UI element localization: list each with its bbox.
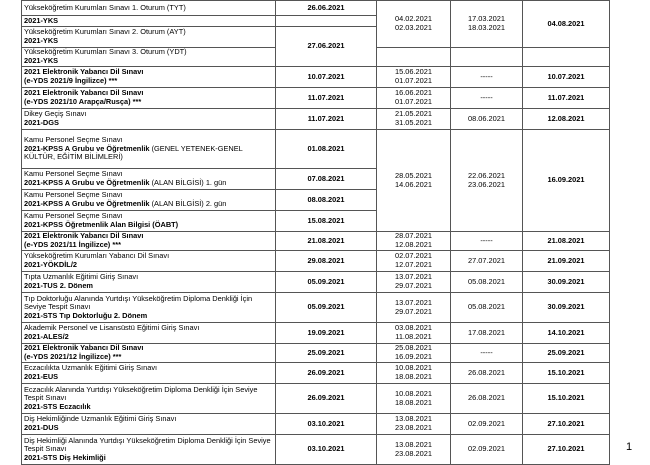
result-date-cell: 30.09.2021	[523, 272, 610, 293]
late-application-cell: -----	[451, 344, 523, 363]
exam-date-cell: 27.06.2021	[276, 27, 377, 67]
result-date-cell: 14.10.2021	[523, 323, 610, 344]
exam-name-cell: Diş Hekimliğinde Uzmanlık Eğitimi Giriş Sınavı 2021-DUS	[22, 414, 276, 435]
exam-name-cell: Kamu Personel Seçme Sınavı 2021-KPSS A Grubu ve Öğretmenlik (GENEL YETENEK-GENEL KÜLTÜR, EĞİTİM BİLİMLERİ)	[22, 130, 276, 169]
late-application-cell: 05.08.2021	[451, 293, 523, 323]
result-date-cell: 11.07.2021	[523, 88, 610, 109]
exam-code-cell: 2021-YKS	[22, 16, 276, 27]
exam-date-cell: 29.08.2021	[276, 251, 377, 272]
exam-date-cell: 26.09.2021	[276, 363, 377, 384]
table-row	[22, 323, 610, 344]
result-date-cell: 25.09.2021	[523, 344, 610, 363]
exam-name-cell: Akademik Personel ve Lisansüstü Eğitimi Giriş Sınavı 2021-ALES/2	[22, 323, 276, 344]
exam-name-cell: Kamu Personel Seçme Sınavı 2021-KPSS A Grubu ve Öğretmenlik (ALAN BİLGİSİ) 1. gün	[22, 169, 276, 190]
exam-name-cell: Kamu Personel Seçme Sınavı 2021-KPSS Öğretmenlik Alan Bilgisi (ÖABT)	[22, 211, 276, 232]
application-dates-cell: 13.07.2021 29.07.2021	[377, 272, 451, 293]
application-dates-cell: 13.08.2021 23.08.2021	[377, 435, 451, 465]
exam-date-cell: 21.08.2021	[276, 232, 377, 251]
late-application-cell: 05.08.2021	[451, 272, 523, 293]
late-application-cell: 17.03.2021 18.03.2021	[451, 1, 523, 48]
result-date-cell: 30.09.2021	[523, 293, 610, 323]
table-row	[22, 1, 610, 16]
exam-date-cell: 26.09.2021	[276, 384, 377, 414]
exam-name-cell: Dikey Geçiş Sınavı 2021-DGS	[22, 109, 276, 130]
exam-name-cell: Yükseköğretim Kurumları Sınavı 1. Oturum (TYT)	[22, 1, 276, 16]
exam-name-cell: Tıp Doktorluğu Alanında Yurtdışı Yükseköğretim Diploma Denkliği İçin Seviye Tespit Sınavı 2021-STS Tıp Doktorluğu 2. Dönem	[22, 293, 276, 323]
application-dates-cell: 10.08.2021 18.08.2021	[377, 384, 451, 414]
exam-name-cell: Eczacılık Alanında Yurtdışı Yükseköğretim Diploma Denkliği İçin Seviye Tespit Sınavı 2021-STS Eczacılık	[22, 384, 276, 414]
table-row	[22, 109, 610, 130]
application-dates-cell: 10.08.2021 18.08.2021	[377, 363, 451, 384]
result-date-cell: 04.08.2021	[523, 1, 610, 48]
exam-date-cell: 05.09.2021	[276, 293, 377, 323]
exam-date-cell: 11.07.2021	[276, 109, 377, 130]
exam-date-cell: 03.10.2021	[276, 435, 377, 465]
table-row	[22, 363, 610, 384]
late-application-cell: 27.07.2021	[451, 251, 523, 272]
exam-name-cell: Yükseköğretim Kurumları Yabancı Dil Sınavı 2021-YÖKDİL/2	[22, 251, 276, 272]
exam-name-cell: 2021 Elektronik Yabancı Dil Sınavı (e-YDS 2021/11 İngilizce) ***	[22, 232, 276, 251]
application-dates-cell: 28.07.2021 12.08.2021	[377, 232, 451, 251]
result-date-cell: 15.10.2021	[523, 363, 610, 384]
application-dates-cell	[377, 48, 451, 67]
exam-date-cell: 03.10.2021	[276, 414, 377, 435]
exam-calendar-table	[21, 0, 610, 465]
exam-name-cell: Yükseköğretim Kurumları Sınavı 2. Oturum (AYT) 2021-YKS	[22, 27, 276, 48]
exam-date-cell: 10.07.2021	[276, 67, 377, 88]
exam-name-cell: Tıpta Uzmanlık Eğitimi Giriş Sınavı 2021-TUS 2. Dönem	[22, 272, 276, 293]
table-row	[22, 67, 610, 88]
late-application-cell	[451, 48, 523, 67]
exam-name-cell: Eczacılıkta Uzmanlık Eğitimi Giriş Sınavı 2021-EUS	[22, 363, 276, 384]
late-application-cell: -----	[451, 67, 523, 88]
exam-date-cell: 05.09.2021	[276, 272, 377, 293]
application-dates-cell: 13.08.2021 23.08.2021	[377, 414, 451, 435]
result-date-cell: 12.08.2021	[523, 109, 610, 130]
application-dates-cell: 03.08.2021 11.08.2021	[377, 323, 451, 344]
table-row	[22, 435, 610, 465]
exam-date-cell: 01.08.2021	[276, 130, 377, 169]
result-date-cell: 21.08.2021	[523, 232, 610, 251]
application-dates-cell: 04.02.2021 02.03.2021	[377, 1, 451, 48]
late-application-cell: 22.06.2021 23.06.2021	[451, 130, 523, 232]
exam-date-cell: 25.09.2021	[276, 344, 377, 363]
late-application-cell: 26.08.2021	[451, 384, 523, 414]
application-dates-cell: 02.07.2021 12.07.2021	[377, 251, 451, 272]
exam-name-cell: 2021 Elektronik Yabancı Dil Sınavı (e-YDS 2021/12 İngilizce) ***	[22, 344, 276, 363]
application-dates-cell: 21.05.2021 31.05.2021	[377, 109, 451, 130]
exam-name-cell: 2021 Elektronik Yabancı Dil Sınavı (e-YDS 2021/10 Arapça/Rusça) ***	[22, 88, 276, 109]
application-dates-cell: 28.05.2021 14.06.2021	[377, 130, 451, 232]
late-application-cell: 02.09.2021	[451, 435, 523, 465]
table-row	[22, 384, 610, 414]
exam-date-cell	[276, 16, 377, 27]
exam-date-cell: 11.07.2021	[276, 88, 377, 109]
result-date-cell: 16.09.2021	[523, 130, 610, 232]
late-application-cell: 08.06.2021	[451, 109, 523, 130]
exam-date-cell: 15.08.2021	[276, 211, 377, 232]
table-row	[22, 130, 610, 169]
result-date-cell: 10.07.2021	[523, 67, 610, 88]
exam-name-cell: Kamu Personel Seçme Sınavı 2021-KPSS A Grubu ve Öğretmenlik (ALAN BİLGİSİ) 2. gün	[22, 190, 276, 211]
exam-date-cell: 07.08.2021	[276, 169, 377, 190]
exam-date-cell: 19.09.2021	[276, 323, 377, 344]
exam-date-cell: 26.06.2021	[276, 1, 377, 16]
application-dates-cell: 15.06.2021 01.07.2021	[377, 67, 451, 88]
table-row	[22, 272, 610, 293]
table-row	[22, 414, 610, 435]
late-application-cell: -----	[451, 232, 523, 251]
table-row	[22, 344, 610, 363]
result-date-cell: 21.09.2021	[523, 251, 610, 272]
late-application-cell: 26.08.2021	[451, 363, 523, 384]
exam-name-cell: 2021 Elektronik Yabancı Dil Sınavı (e-YDS 2021/9 İngilizce) ***	[22, 67, 276, 88]
application-dates-cell: 16.06.2021 01.07.2021	[377, 88, 451, 109]
exam-date-cell: 08.08.2021	[276, 190, 377, 211]
exam-name-cell: Yükseköğretim Kurumları Sınavı 3. Oturum (YDT) 2021-YKS	[22, 48, 276, 67]
late-application-cell: 02.09.2021	[451, 414, 523, 435]
late-application-cell: 17.08.2021	[451, 323, 523, 344]
result-date-cell	[523, 48, 610, 67]
table-row	[22, 251, 610, 272]
table-row	[22, 88, 610, 109]
result-date-cell: 27.10.2021	[523, 414, 610, 435]
exam-calendar-sheet	[21, 0, 609, 465]
application-dates-cell: 13.07.2021 29.07.2021	[377, 293, 451, 323]
table-row	[22, 232, 610, 251]
result-date-cell: 15.10.2021	[523, 384, 610, 414]
application-dates-cell: 25.08.2021 16.09.2021	[377, 344, 451, 363]
late-application-cell: -----	[451, 88, 523, 109]
page-number: 1	[626, 441, 633, 453]
table-row	[22, 293, 610, 323]
result-date-cell: 27.10.2021	[523, 435, 610, 465]
exam-name-cell: Diş Hekimliği Alanında Yurtdışı Yükseköğretim Diploma Denkliği İçin Seviye Tespit Sınavı 2021-STS Diş Hekimliği	[22, 435, 276, 465]
